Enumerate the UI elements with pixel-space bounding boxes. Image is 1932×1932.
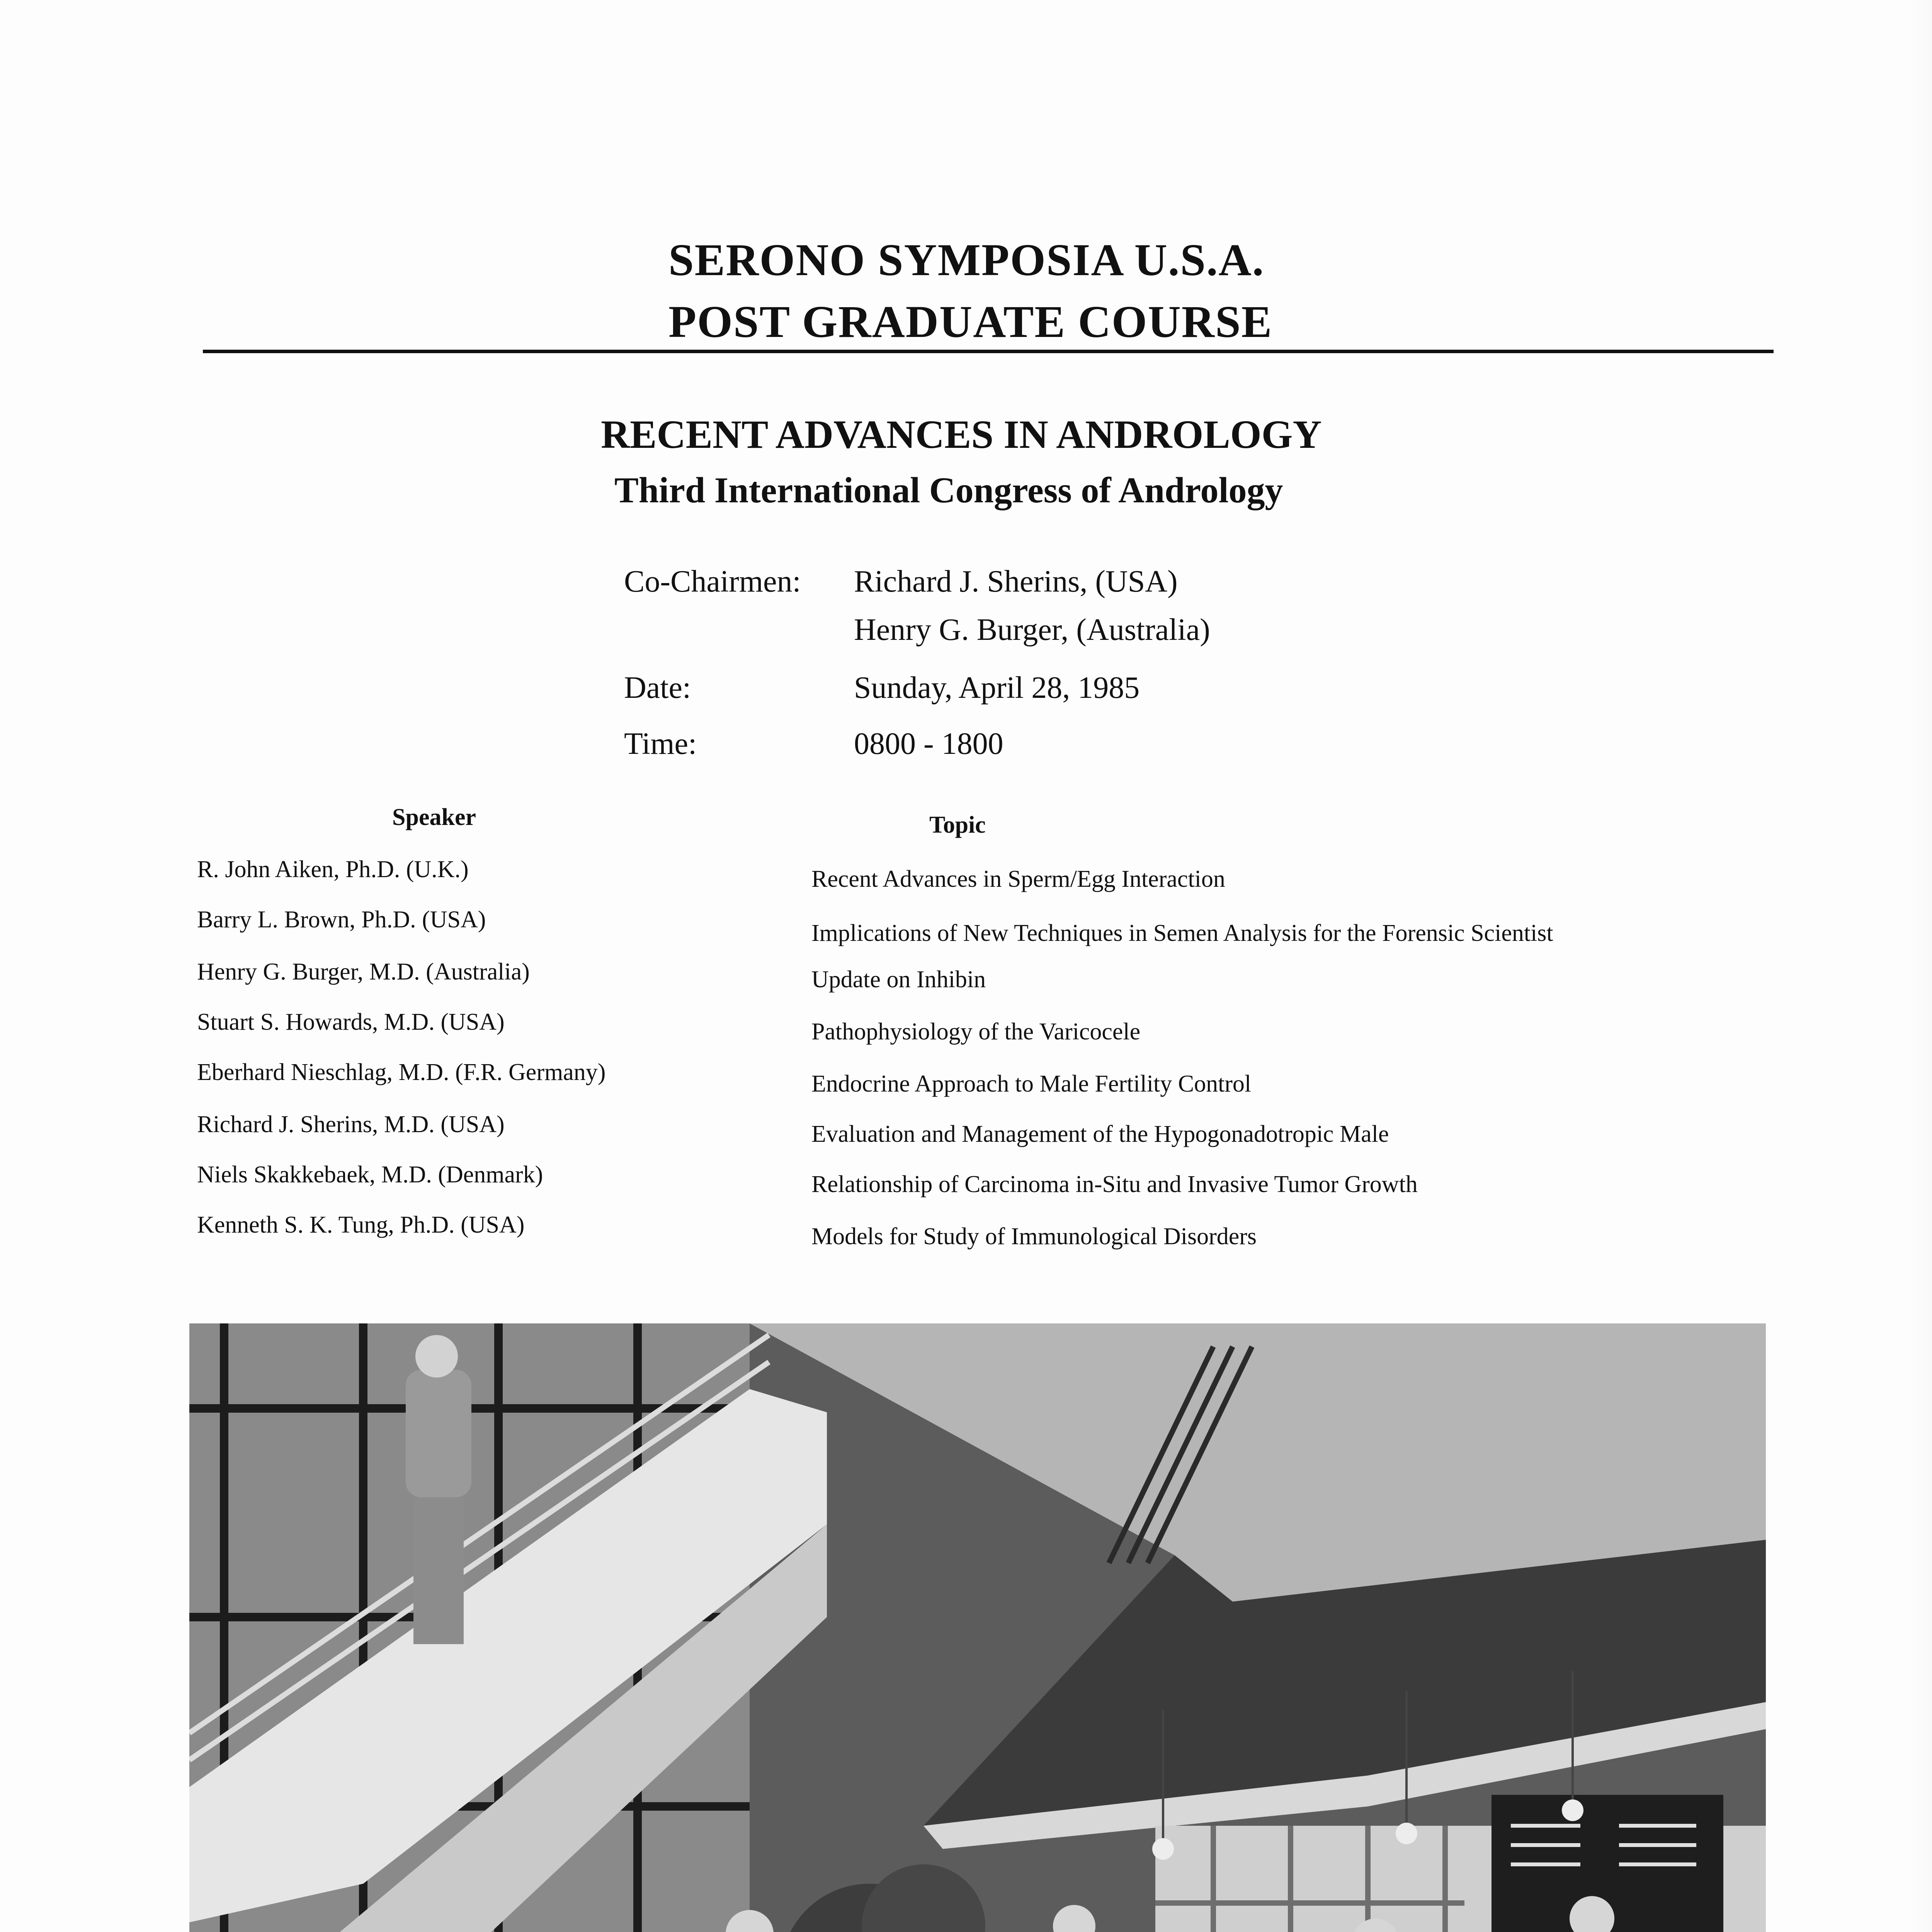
date-value: Sunday, April 28, 1985 <box>854 671 1140 705</box>
cochairmen-label: Co-Chairmen: <box>624 565 801 599</box>
talk-topic: Update on Inhibin <box>811 966 986 993</box>
symposia-title: SERONO SYMPOSIA U.S.A. <box>668 235 1265 285</box>
header-divider <box>203 350 1774 353</box>
time-label: Time: <box>624 727 697 761</box>
page-edge-shadow <box>1909 0 1932 1932</box>
talk-topic: Implications of New Techniques in Semen Analysis for the Forensic Scientist <box>811 920 1553 946</box>
speaker-name: R. John Aiken, Ph.D. (U.K.) <box>197 856 469 883</box>
course-type-title: POST GRADUATE COURSE <box>668 296 1273 347</box>
speaker-column-header: Speaker <box>392 804 476 830</box>
talk-topic: Endocrine Approach to Male Fertility Control <box>811 1071 1252 1097</box>
talk-topic: Models for Study of Immunological Disorders <box>811 1223 1257 1250</box>
oyster-bar-photo <box>189 1323 1766 1932</box>
talk-topic: Relationship of Carcinoma in-Situ and Invasive Tumor Growth <box>811 1171 1418 1197</box>
speaker-name: Eberhard Nieschlag, M.D. (F.R. Germany) <box>197 1059 606 1085</box>
topic-column-header: Topic <box>929 812 986 838</box>
cochairman-1: Richard J. Sherins, (USA) <box>854 565 1178 599</box>
speaker-name: Niels Skakkebaek, M.D. (Denmark) <box>197 1162 543 1188</box>
course-title: RECENT ADVANCES IN ANDROLOGY <box>601 412 1322 457</box>
date-label: Date: <box>624 671 691 705</box>
speaker-name: Kenneth S. K. Tung, Ph.D. (USA) <box>197 1212 525 1238</box>
talk-topic: Pathophysiology of the Varicocele <box>811 1019 1141 1045</box>
time-value: 0800 - 1800 <box>854 727 1003 761</box>
speaker-name: Henry G. Burger, M.D. (Australia) <box>197 959 530 985</box>
speaker-name: Barry L. Brown, Ph.D. (USA) <box>197 906 486 933</box>
talk-topic: Evaluation and Management of the Hypogonadotropic Male <box>811 1121 1389 1147</box>
congress-subtitle: Third International Congress of Andrology <box>614 470 1283 510</box>
cochairman-2: Henry G. Burger, (Australia) <box>854 613 1210 647</box>
speaker-name: Stuart S. Howards, M.D. (USA) <box>197 1009 505 1035</box>
speaker-name: Richard J. Sherins, M.D. (USA) <box>197 1111 505 1138</box>
talk-topic: Recent Advances in Sperm/Egg Interaction <box>811 866 1225 892</box>
